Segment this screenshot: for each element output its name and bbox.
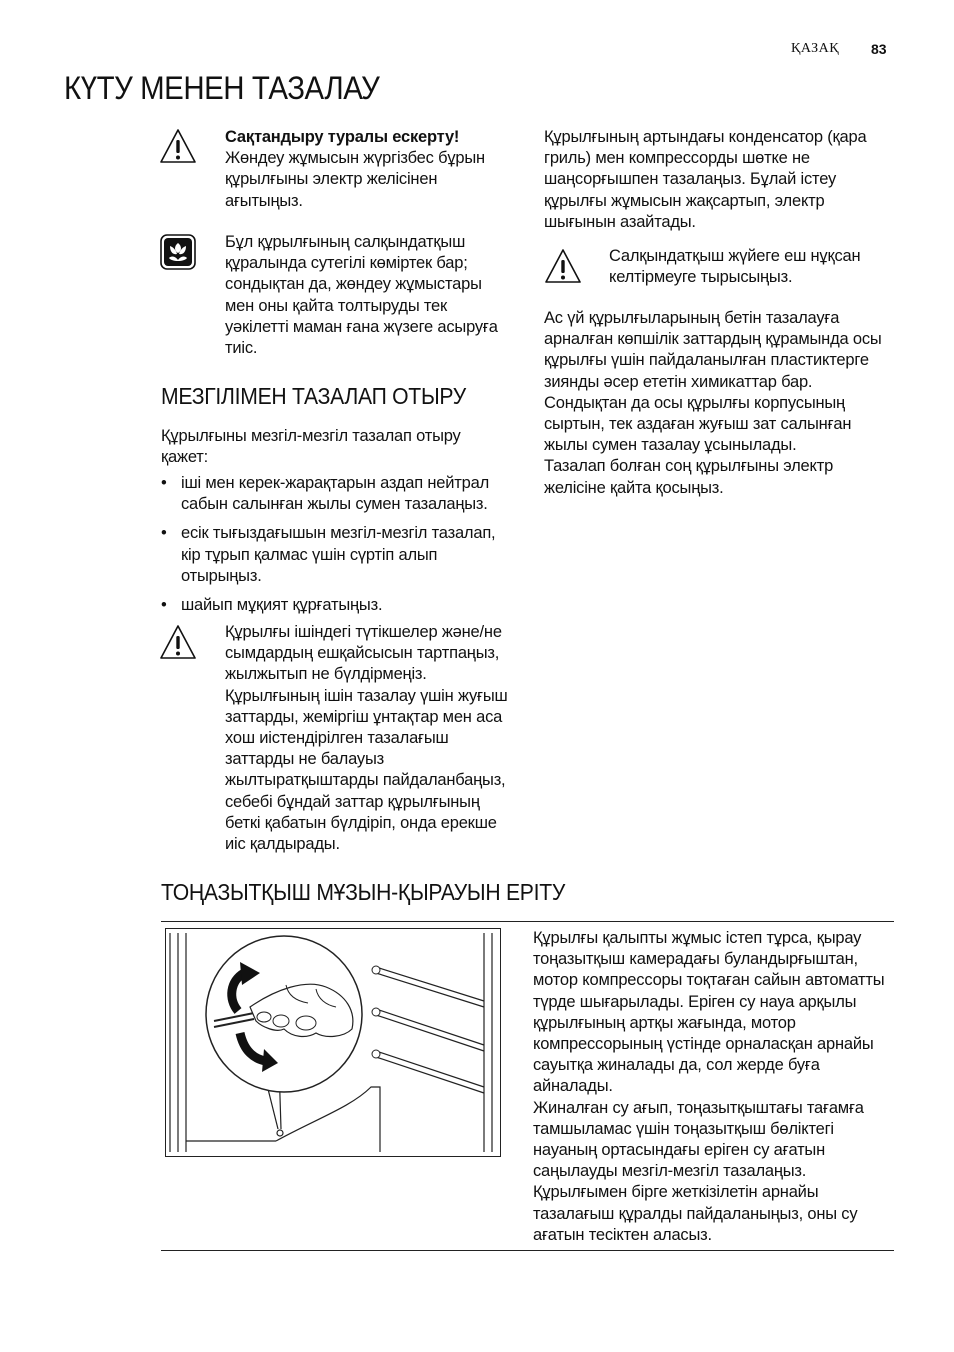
section-top-rule [161,921,894,922]
defrost-text [533,928,890,1246]
list-item: • есік тығыздағышын мезгіл-мезгіл тазалап, кір тұрып қалмас үшін сүртіп алып отырыңыз. [161,524,496,585]
warning-block-3: Салқындатқыш жүйеге еш нұқсан келтірмеуге тырысыңыз. [609,247,861,287]
warning-block-2: Құрылғы ішіндегі түтікшелер және/не сымдардың ешқайсысын тартпаңыз, жылжытып не бүлдірмеңіз. Құрылғының ішін тазалау үшін жуғыш заттарды, жеміргіш ұнтақтар мен аса хош иістендірілген тазалағыш заттарды не балауыз жылтыратқыштарды пайдаланбаңыз, себебі бұндай заттар құрылғының беткі қабатын бүлдіріп, онда ерекше иіс қалдырады. [225,623,508,854]
page-title: КҮТУ МЕНЕН ТАЗАЛАУ [64,70,380,106]
warning-heading: Сақтандыру туралы ескерту! [225,128,460,146]
page-number: 83 [871,41,887,57]
defrost-drain-cleaning-illustration [165,928,501,1157]
bullet-symbol: • [161,524,167,543]
warning-block-1 [225,127,515,212]
section-title-periodic-cleaning: МЕЗГІЛІМЕН ТАЗАЛАП ОТЫРУ [161,383,466,409]
cleaning-bullet-list [161,473,506,624]
list-item: • шайып мұқият құрғатыңыз. [161,595,506,616]
warning-icon [544,248,582,284]
defrost-paragraph-2: Жиналған су ағып, тоңазытқыштағы тағамға тамшыламас үшін тоңазытқыш бөліктегі науаның ортасындағы еріген су ағатын саңылауды мезгіл-мезгіл тазалаңыз. [533,1098,864,1181]
periodic-intro: Құрылғыны мезгіл-мезгіл тазалап отыру қажет: [161,427,461,467]
environment-note: Бұл құрылғының салқындатқыш құралында сутегілі көміртек бар; сондықтан да, жөндеу жұмыстары мен оны қайта толтыруды тек уәкілетті маман ғана жүзеге асыруға тиіс. [225,233,498,358]
defrost-paragraph-1: Құрылғы қалыпты жұмыс істеп тұрса, қырау тоңазытқыш камерадағы буландырғыштан, мотор компрессоры тоқтаған сайын автоматты түрде шығарылады. Еріген су науа арқылы құрылғының артқы жағында, мотор компрессорының үстінде орналасқан арнайы сауытқа жиналады да, сол жерде буға айналады. [533,929,885,1096]
condenser-cleaning-paragraph: Құрылғының артындағы конденсатор (қара гриль) мен компрессорды шөтке не шаңсорғышпен тазалаңыз. Бұлай істеу құрылғы жұмысын жақсартып, электр шығынын азайтады. [544,128,867,231]
warning-text: Жөндеу жұмысын жүргізбес бұрын құрылғыны электр желісінен ағытыңыз. [225,149,485,210]
defrost-paragraph-3: Құрылғымен бірге жеткізілетін арнайы тазалағыш құралды пайдаланыңыз, оны су ағатын тесіктен аласыз. [533,1183,858,1244]
warning-icon [159,624,197,660]
reconnect-text: Тазалап болған соң құрылғыны электр желісіне қайта қосыңыз. [544,457,834,497]
bullet-symbol: • [161,596,167,615]
section-bottom-rule [161,1250,894,1251]
warning-icon [159,128,197,164]
chemicals-paragraph [544,308,889,499]
header-language: ҚАЗАҚ [791,41,840,56]
list-item: • іші мен керек-жарақтарын аздап нейтрал сабын салынған жылы сумен тазалаңыз. [161,474,490,514]
section-title-defrost: ТОҢАЗЫТҚЫШ МҰЗЫН-ҚЫРАУЫН ЕРІТУ [161,879,566,905]
flower-environment-icon [160,234,196,270]
chemicals-text: Ас үй құрылғыларының бетін тазалауға арналған көпшілік заттардың құрамында осы құрылғы үшін пайдаланылған пластиктерге зиянды әсер ететін химикаттар бар. Сондықтан да осы құрылғы корпусының сыртын, тек аздаған жуғыш зат салынған жылы сумен тазалау ұсынылады. [544,309,882,455]
bullet-symbol: • [161,474,167,492]
